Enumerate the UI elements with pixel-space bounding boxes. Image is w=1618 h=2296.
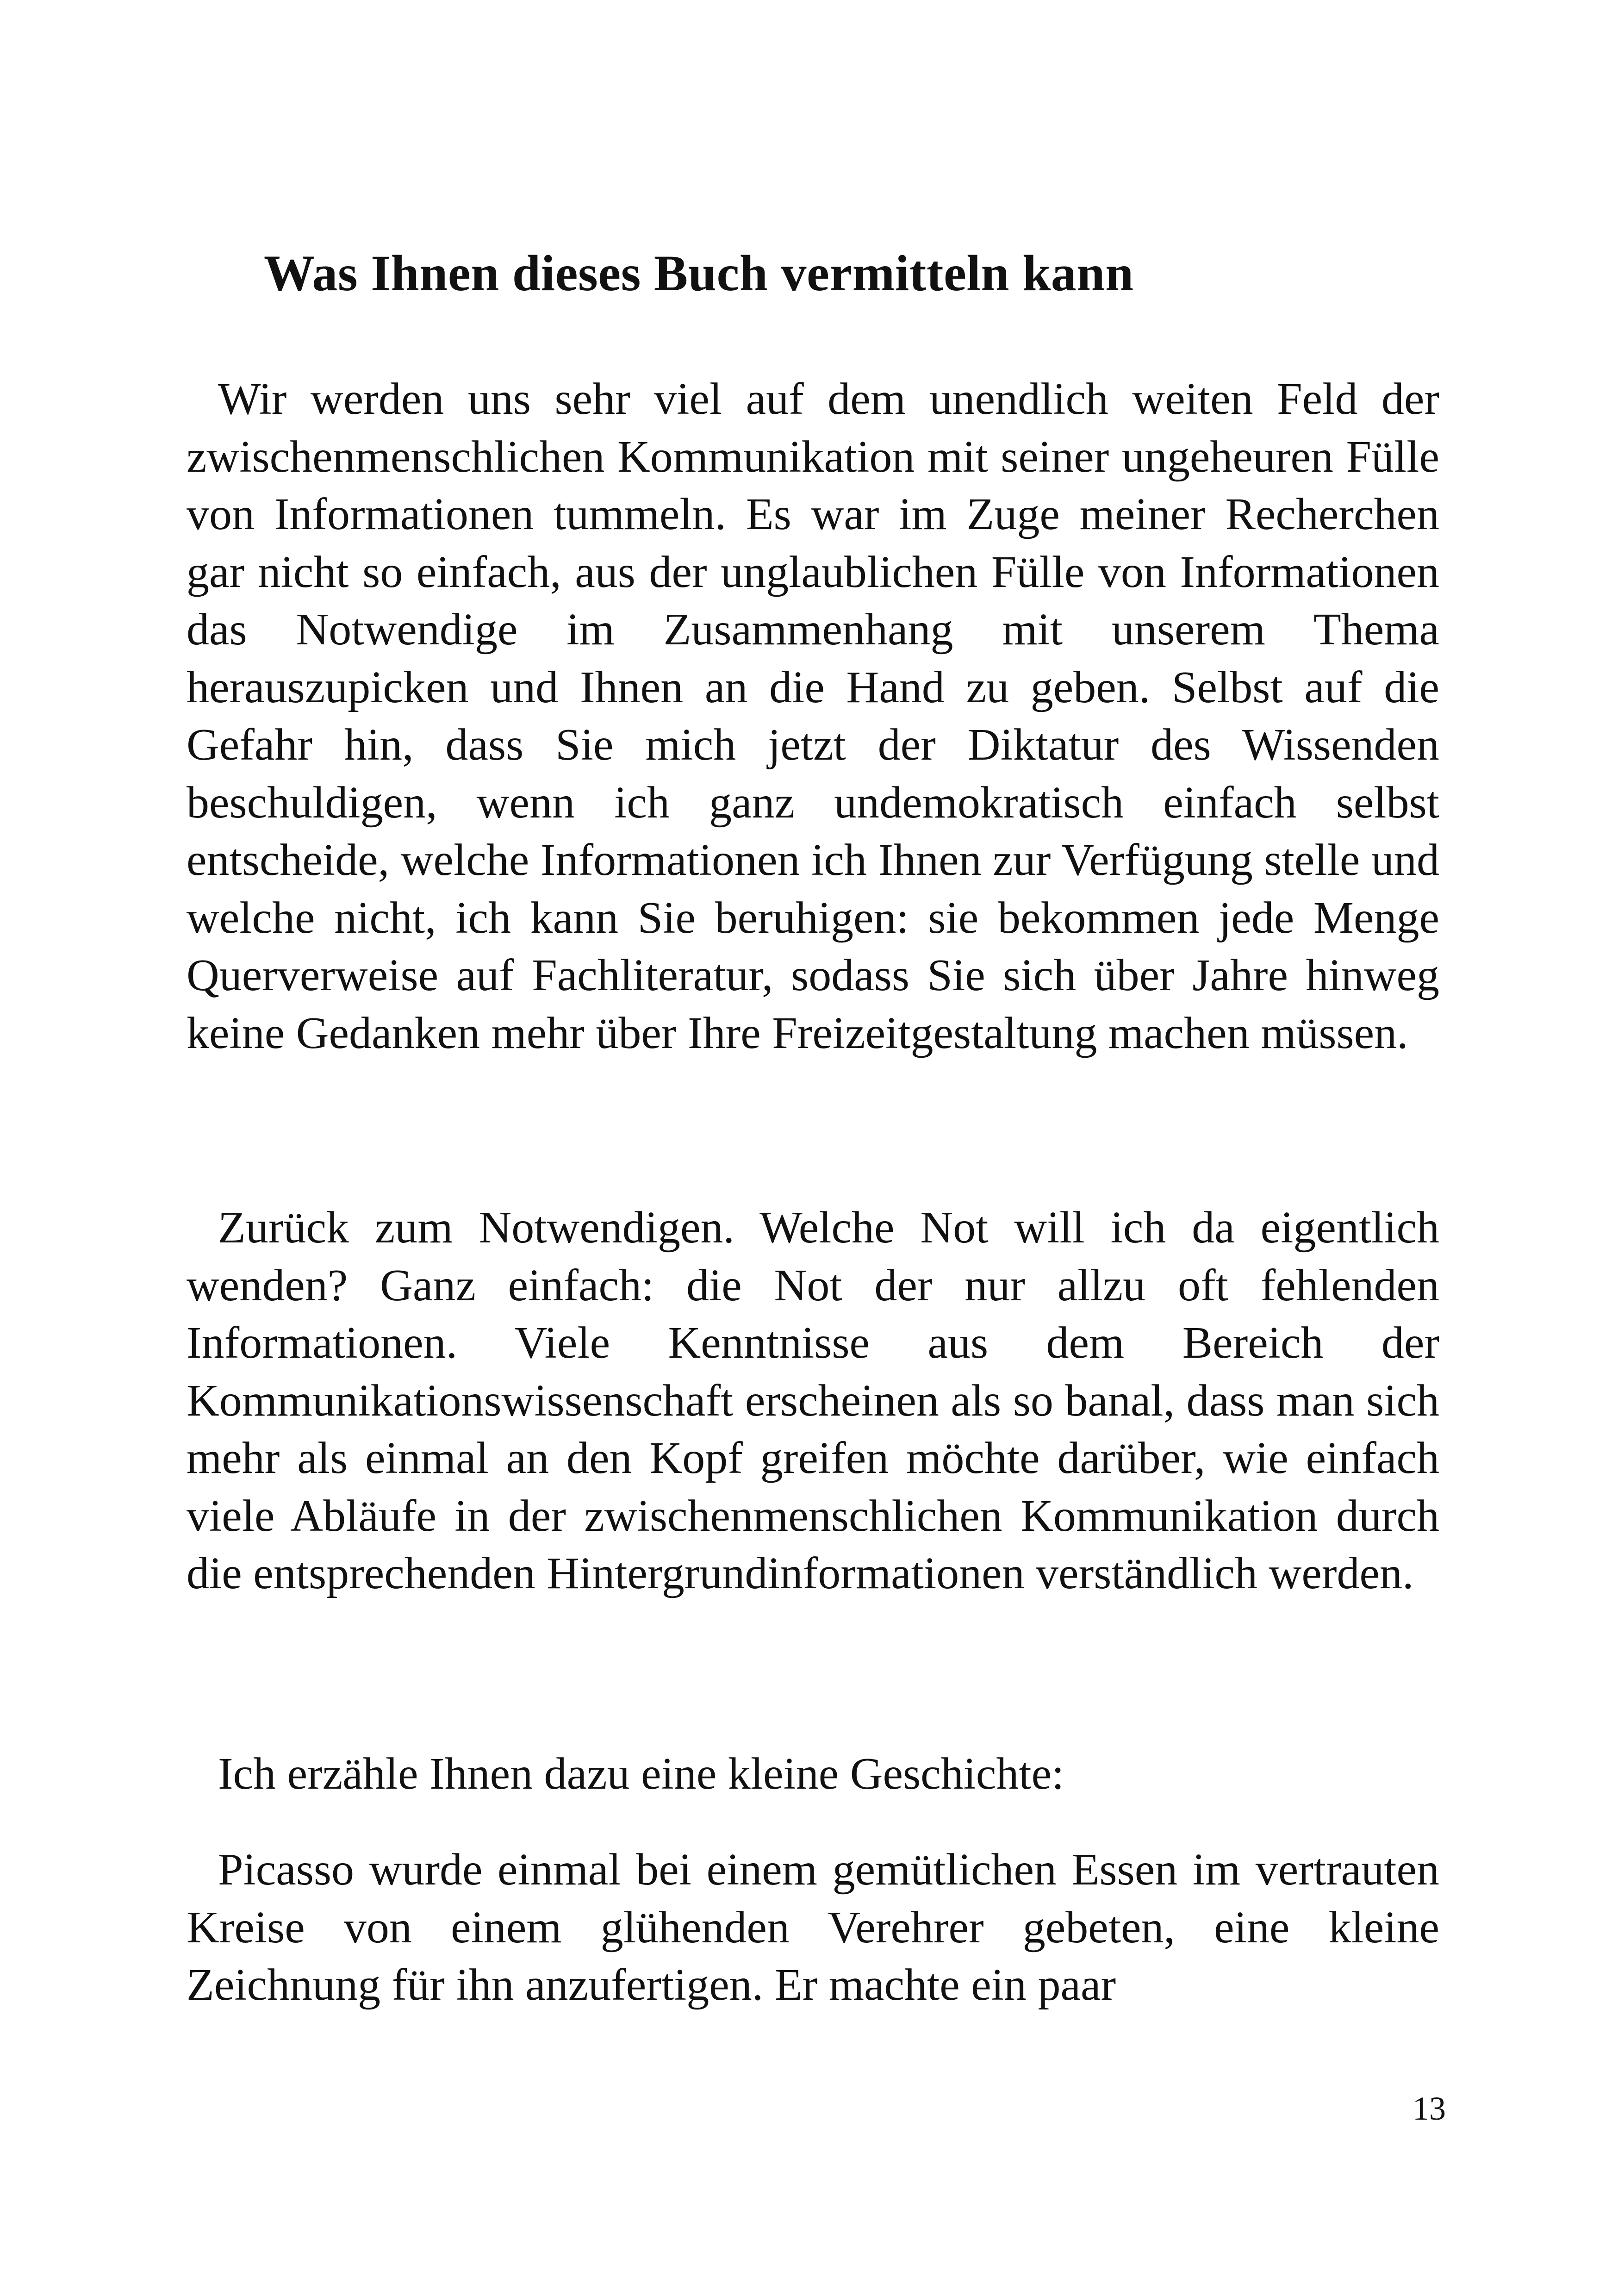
paragraph-notwendigen: Zurück zum Notwendigen. Welche Not will ich da eigentlich wenden? Ganz einfach: die Not der nur allzu oft fehlenden Informationen. Viele Kenntnisse aus dem Bereich der Kommunikationswissenschaft erscheinen als so banal, dass man sich mehr als einmal an den Kopf greifen möchte darüber, wie einfach viele Abläufe in der zwischenmenschlichen Kommunikation durch die entsprechenden Hintergrundinformationen verständlich werden. bbox=[187, 1203, 1439, 1598]
chapter-heading: Was Ihnen dieses Buch vermitteln kann bbox=[264, 245, 1134, 301]
paragraph-intro: Wir werden uns sehr viel auf dem unendlich weiten Feld der zwischenmenschlichen Kommunikation mit seiner ungeheuren Fülle von Informationen tummeln. Es war im Zuge meiner Recherchen gar nicht so einfach, aus der unglaublichen Fülle von Informationen das Notwendige im Zusammenhang mit unserem Thema herauszupicken und Ihnen an die Hand zu geben. Selbst auf die Gefahr hin, dass Sie mich jetzt der Diktatur des Wissenden beschuldigen, wenn ich ganz undemokratisch einfach selbst entscheide, welche Informationen ich Ihnen zur Verfügung stelle und welche nicht, ich kann Sie beruhigen: sie bekommen jede Menge Querverweise auf Fachliteratur, sodass Sie sich über Jahre hinweg keine Gedanken mehr über Ihre Freizeitgestaltung machen müssen. bbox=[187, 374, 1439, 1058]
paragraph-geschichte-intro: Ich erzähle Ihnen dazu eine kleine Geschichte: bbox=[218, 1749, 1064, 1799]
page-number: 13 bbox=[1413, 2090, 1446, 2127]
paragraph-picasso: Picasso wurde einmal bei einem gemütlichen Essen im vertrauten Kreise von einem glühenden Verehrer gebeten, eine kleine Zeichnung für ihn anzufertigen. Er machte ein paar bbox=[187, 1845, 1439, 2010]
